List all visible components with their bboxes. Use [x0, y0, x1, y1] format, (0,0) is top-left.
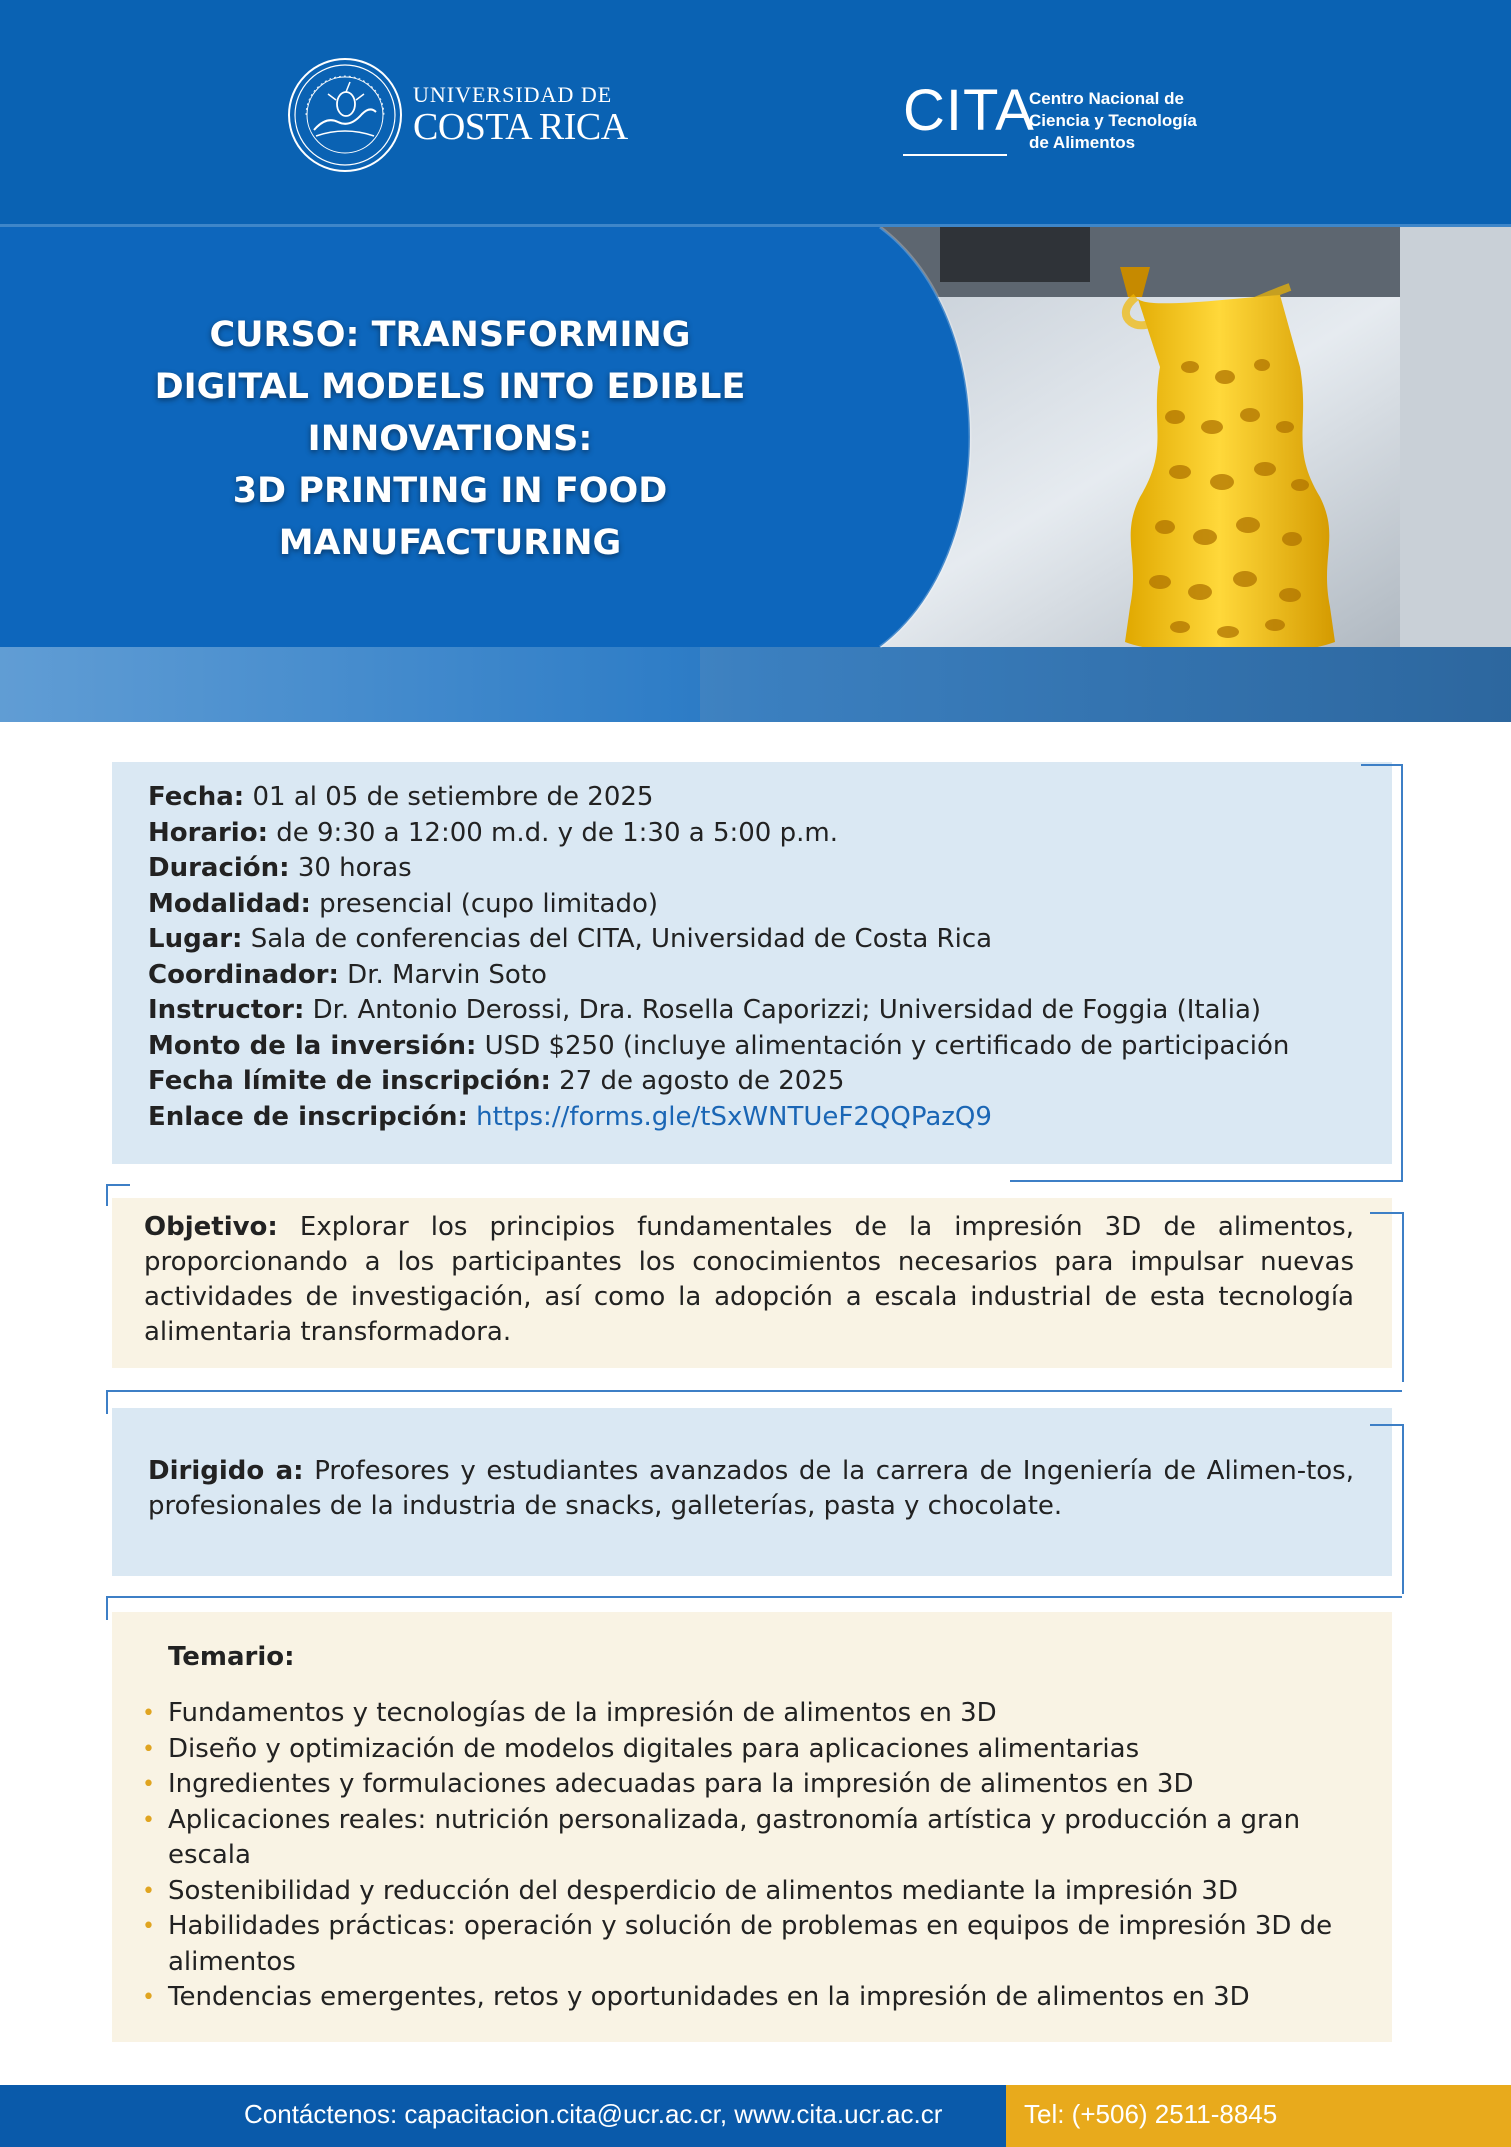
- ucr-name-line1: UNIVERSIDAD DE: [413, 82, 613, 107]
- course-details-list: [148, 780, 1289, 1135]
- syllabus-item-text: Habilidades prácticas: operación y solución de problemas en equipos de impresión 3D de alimentos: [168, 1911, 1333, 1977]
- detail-value: 01 al 05 de setiembre de 2025: [244, 782, 654, 812]
- registration-link[interactable]: https://forms.gle/tSxWNTUeF2QQPazQ9: [467, 1101, 992, 1132]
- cita-underline: [903, 154, 1007, 156]
- objective-box: [112, 1198, 1392, 1368]
- audience-body: Profesores y estudiantes avanzados de la carrera de Ingeniería de Alimen-tos, profesionales de la industria de snacks, galleterías, pasta y chocolate.: [148, 1456, 1354, 1521]
- detail-label: Fecha límite de inscripción:: [148, 1066, 551, 1096]
- detail-date: [148, 780, 1289, 816]
- cita-desc-line2: Ciencia y Tecnología: [1029, 111, 1197, 130]
- syllabus-item: [142, 1874, 1382, 1910]
- bullet-icon: •: [142, 1878, 155, 1904]
- syllabus-item: [142, 1696, 1382, 1732]
- objective-text: [144, 1210, 1354, 1350]
- course-banner: [0, 227, 1511, 722]
- syllabus-item-text: Tendencias emergentes, retos y oportunidades en la impresión de alimentos en 3D: [168, 1982, 1250, 2012]
- audience-box: [112, 1408, 1392, 1576]
- detail-modality: [148, 887, 1289, 923]
- course-title-line: 3D PRINTING IN FOOD: [232, 471, 668, 511]
- course-title: [110, 309, 790, 569]
- syllabus-item-text: Sostenibilidad y reducción del desperdicio de alimentos mediante la impresión 3D: [168, 1875, 1238, 1906]
- detail-value: USD $250 (incluye alimentación y certificado de participación: [476, 1030, 1290, 1061]
- detail-label: Monto de la inversión:: [148, 1030, 477, 1061]
- course-title-line: DIGITAL MODELS INTO EDIBLE: [154, 367, 746, 407]
- syllabus-item-text: Diseño y optimización de modelos digitales para aplicaciones alimentarias: [168, 1733, 1140, 1764]
- detail-value: 27 de agosto de 2025: [550, 1066, 845, 1096]
- syllabus-item-text: Fundamentos y tecnologías de la impresión de alimentos en 3D: [168, 1698, 997, 1728]
- syllabus-item: [142, 1767, 1382, 1803]
- detail-label: Enlace de inscripción:: [148, 1101, 468, 1132]
- ucr-name-line2: COSTA RICA: [413, 106, 628, 148]
- detail-label: Horario:: [148, 817, 268, 848]
- audience-text: [148, 1454, 1354, 1524]
- footer-phone-text[interactable]: Tel: (+506) 2511-8845: [1024, 2099, 1278, 2129]
- cita-desc-line3: de Alimentos: [1029, 133, 1136, 152]
- cita-logo: [903, 78, 1035, 156]
- detail-value: 30 horas: [289, 853, 412, 883]
- detail-registration-link: [148, 1100, 1289, 1136]
- detail-deadline: [148, 1064, 1289, 1100]
- syllabus-item-text: Ingredientes y formulaciones adecuadas para la impresión de alimentos en 3D: [168, 1769, 1194, 1799]
- box-corner-decoration: [106, 1596, 1402, 1598]
- box-corner-decoration: [106, 1390, 1402, 1392]
- syllabus-item: [142, 1803, 1382, 1874]
- syllabus-box: [112, 1612, 1392, 2042]
- cita-description: [1029, 88, 1197, 154]
- detail-label: Fecha:: [148, 782, 245, 812]
- box-corner-decoration: [1370, 1212, 1404, 1382]
- ucr-seal-icon: [286, 56, 404, 174]
- page-header: [0, 0, 1511, 224]
- detail-schedule: [148, 816, 1289, 852]
- objective-label: Objetivo:: [144, 1212, 278, 1242]
- syllabus-heading: Temario:: [168, 1642, 295, 1672]
- audience-label: Dirigido a:: [148, 1456, 304, 1486]
- syllabus-item: [142, 1732, 1382, 1768]
- detail-value: Dr. Antonio Derossi, Dra. Rosella Caporizzi; Universidad de Foggia (Italia): [304, 995, 1262, 1025]
- syllabus-item: [142, 1980, 1382, 2016]
- course-title-line: CURSO: TRANSFORMING: [209, 315, 691, 355]
- objective-body: Explorar los principios fundamentales de la impresión 3D de alimentos, proporcionando a los participantes los conocimientos necesarios para impulsar nuevas actividades de investigación, así como la adopción a escala industrial de esta tecnología alimentaria transformadora.: [144, 1212, 1354, 1347]
- detail-cost: [148, 1029, 1289, 1065]
- detail-label: Modalidad:: [148, 888, 311, 919]
- detail-value: presencial (cupo limitado): [310, 888, 659, 919]
- bullet-icon: •: [142, 1914, 155, 1939]
- course-title-line: MANUFACTURING: [278, 523, 622, 563]
- bullet-icon: •: [142, 1807, 155, 1833]
- box-corner-decoration: [1361, 764, 1403, 1182]
- detail-label: Coordinador:: [148, 959, 339, 990]
- box-corner-decoration: [1010, 1180, 1401, 1182]
- detail-label: Duración:: [148, 853, 290, 883]
- cita-wordmark: CITA: [903, 78, 1035, 143]
- syllabus-item: [142, 1909, 1382, 1980]
- course-details-box: [112, 762, 1392, 1164]
- detail-location: [148, 922, 1289, 958]
- detail-duration: [148, 851, 1289, 887]
- syllabus-item-text: Aplicaciones reales: nutrición personalizada, gastronomía artística y producción a gran escala: [168, 1804, 1301, 1870]
- cita-desc-line1: Centro Nacional de: [1029, 89, 1184, 108]
- detail-value: de 9:30 a 12:00 m.d. y de 1:30 a 5:00 p.m.: [267, 817, 838, 848]
- bullet-icon: •: [142, 1701, 155, 1726]
- footer-contact-text[interactable]: Contáctenos: capacitacion.cita@ucr.ac.cr, www.cita.ucr.ac.cr: [244, 2099, 943, 2129]
- detail-label: Instructor:: [148, 995, 305, 1025]
- detail-value: Sala de conferencias del CITA, Universidad de Costa Rica: [242, 924, 993, 954]
- syllabus-list: [142, 1696, 1382, 2016]
- detail-value: Dr. Marvin Soto: [338, 959, 547, 990]
- bullet-icon: •: [142, 1772, 155, 1797]
- course-title-line: INNOVATIONS:: [307, 419, 593, 459]
- ucr-wordmark: [413, 84, 628, 146]
- box-corner-decoration: [1370, 1424, 1404, 1594]
- detail-label: Lugar:: [148, 924, 243, 954]
- detail-instructor: [148, 993, 1289, 1029]
- bullet-icon: •: [142, 1736, 155, 1762]
- bullet-icon: •: [142, 1985, 155, 2010]
- detail-coordinator: [148, 958, 1289, 994]
